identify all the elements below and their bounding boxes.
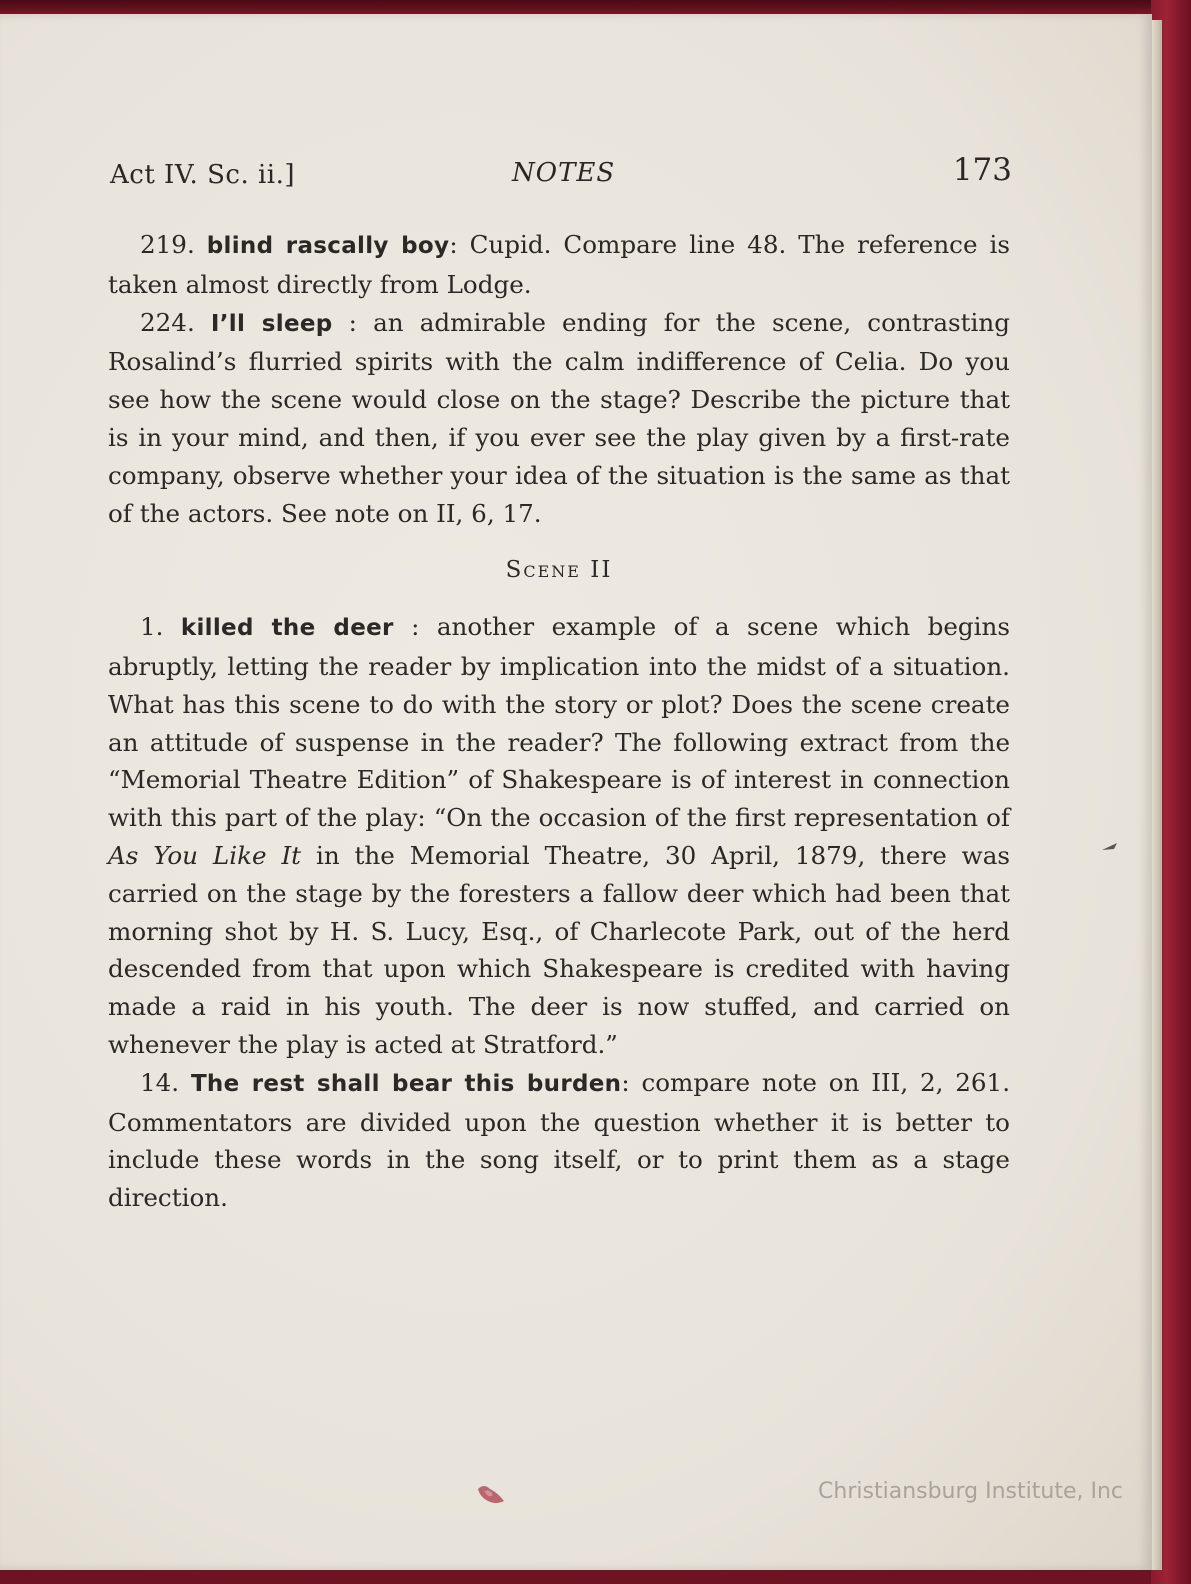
note-separator: : xyxy=(449,230,458,259)
note-text-continued: in the Memorial Theatre, 30 April, 1879, there was carried on the stage by the foresters a fallow deer which had been that morning shot by H. S. Lucy, Esq., of Charlecote Park, out of the herd descended from that upon which Shakespeare is credited with having made a raid in his youth. The deer is now stuffed, and carried on whenever the play is acted at Stratford.” xyxy=(108,840,1010,1059)
running-head: Act IV. Sc. ii.] xyxy=(110,160,296,190)
note-lemma: The rest shall bear this burden xyxy=(190,1070,622,1097)
scene-heading: Scene II xyxy=(505,557,613,584)
paper-stain xyxy=(474,1483,508,1507)
note-219 xyxy=(108,226,1010,304)
notes-body xyxy=(108,226,1010,1217)
ink-mark xyxy=(1100,840,1120,854)
note-lemma: I’ll sleep xyxy=(210,310,333,337)
note-number: 1. xyxy=(140,612,164,642)
note-separator: : xyxy=(348,307,357,337)
note-14 xyxy=(108,1064,1010,1217)
play-title: As You Like It xyxy=(108,840,302,870)
note-separator: : xyxy=(411,612,420,642)
page-title: NOTES xyxy=(512,158,616,188)
note-lemma: blind rascally boy xyxy=(206,233,450,259)
note-text: an admirable ending for the scene, contrasting Rosalind’s flurried spirits with the calm indifference of Celia. Do you see how the scene would close on the stage? Describe the picture that is in your mind, and then, if you ever see the play given by a first-rate company, observe whether your idea of the situation is the same as that of the actors. See note on II, 6, 17. xyxy=(108,307,1010,528)
watermark: Christiansburg Institute, Inc xyxy=(818,1479,1123,1504)
note-lemma: killed the deer xyxy=(180,615,394,642)
note-text: compare note on III, 2, 261. Commentators are divided upon the question whether it is better to include these words in the song itself, or to print them as a stage direction. xyxy=(108,1067,1011,1213)
note-text: another example of a scene which begins abruptly, letting the reader by implication into the midst of a situation. What has this scene to do with the story or plot? Does the scene create an attitude of suspense in the reader? The following extract from the “Memorial Theatre Edition” of Shakespeare is of interest in connection with this part of the play: “On the occasion of the first representation of xyxy=(108,612,1010,833)
note-text: Cupid. Compare line 48. The reference is taken almost directly from Lodge. xyxy=(108,230,1010,299)
note-number: 224. xyxy=(140,307,195,337)
note-1 xyxy=(108,608,1010,1064)
note-number: 14. xyxy=(140,1067,180,1097)
note-number: 219. xyxy=(140,230,195,259)
page-header xyxy=(110,150,1012,194)
note-separator: : xyxy=(621,1067,630,1097)
page-number: 173 xyxy=(952,152,1012,188)
note-224 xyxy=(108,304,1010,533)
